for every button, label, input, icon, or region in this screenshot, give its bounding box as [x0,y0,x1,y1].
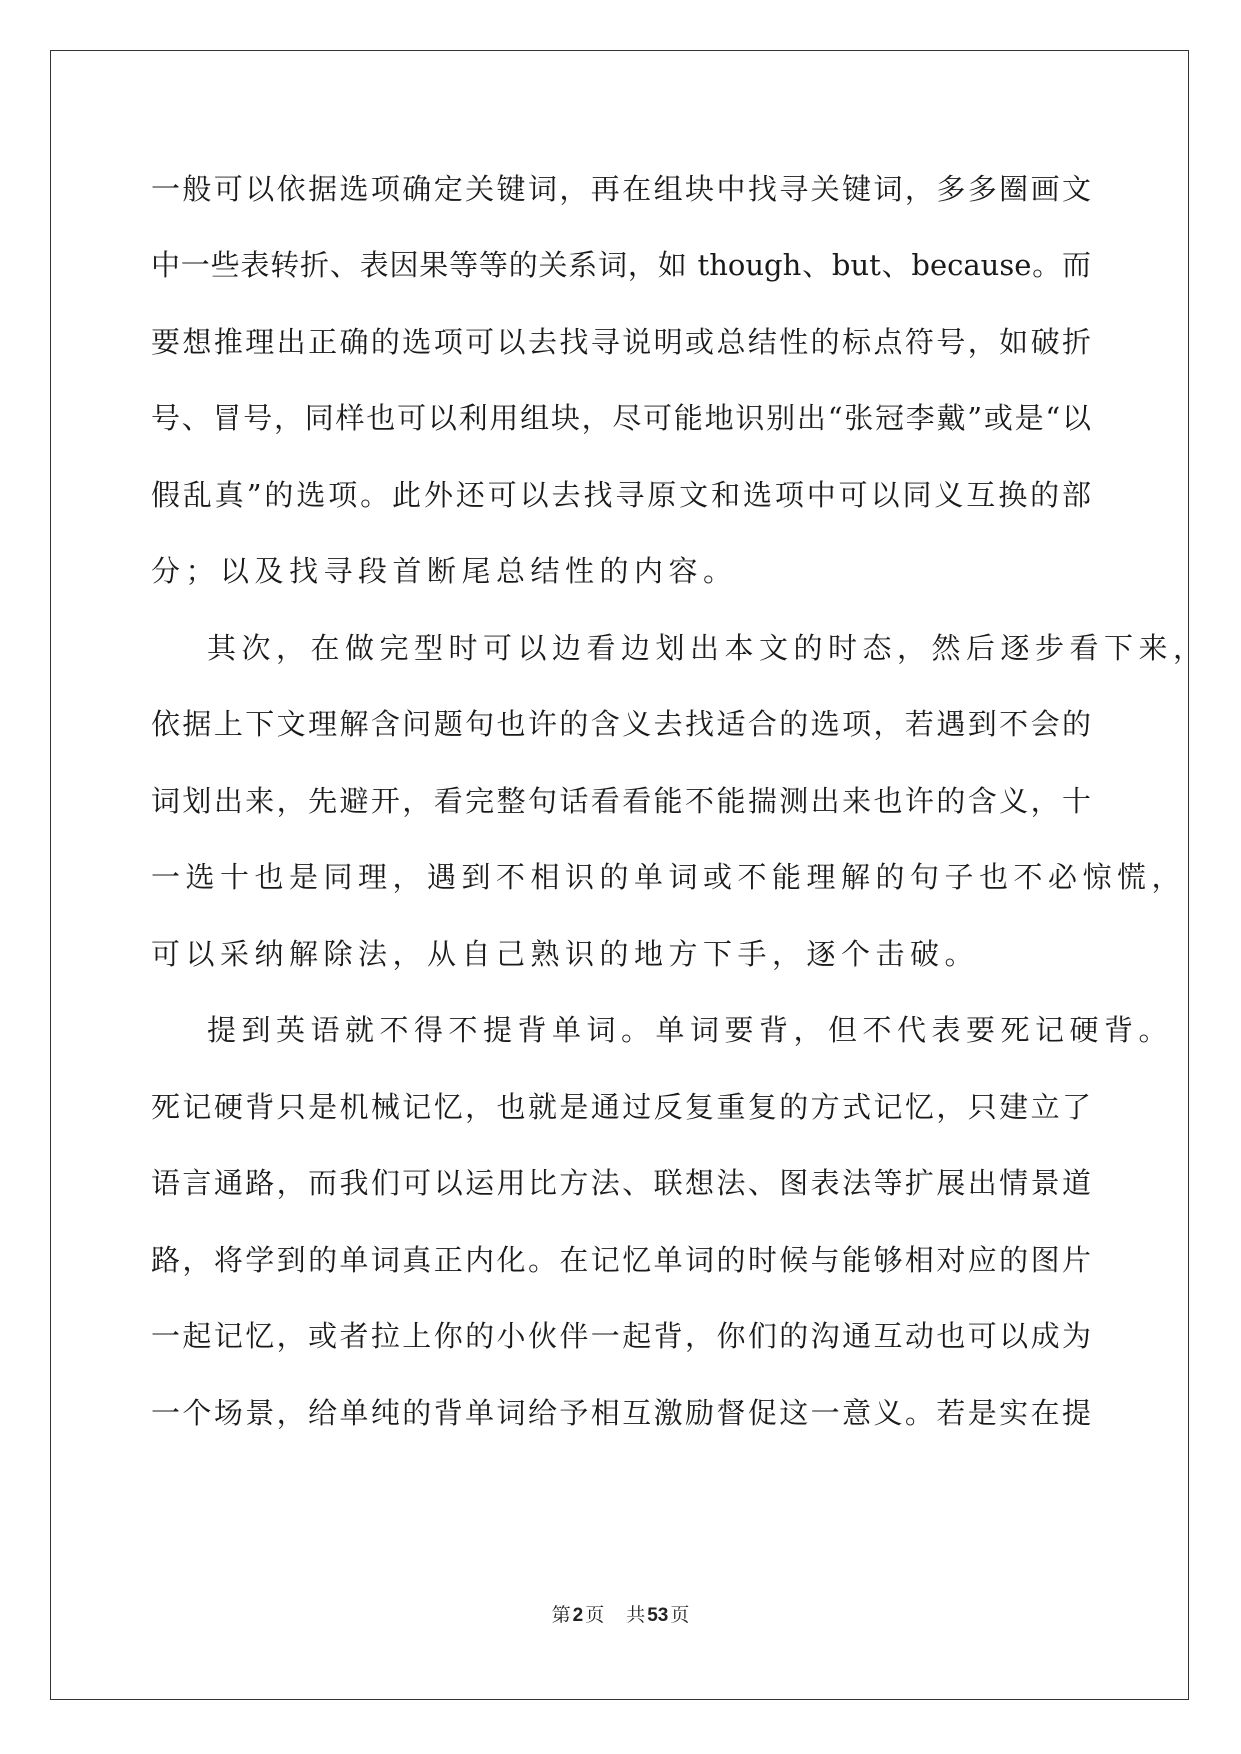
paragraph-first-line: 其次，在做完型时可以边看边划出本文的时态，然后逐步看下来， [207,631,1208,665]
text-line: 一选十也是同理，遇到不相识的单词或不能理解的句子也不必惊慌， [151,860,1187,894]
text-line: 词划出来，先避开，看完整句话看看能不能揣测出来也许的含义，十 [151,784,1091,818]
page-footer [0,1600,1241,1627]
text-line: 一起记忆，或者拉上你的小伙伴一起背，你们的沟通互动也可以成为 [151,1319,1091,1353]
text-line: 死记硬背只是机械记忆，也就是通过反复重复的方式记忆，只建立了 [151,1090,1091,1124]
paragraph-first-line: 提到英语就不得不提背单词。单词要背，但不代表要死记硬背。 [207,1013,1174,1047]
text-line: 分；以及找寻段首断尾总结性的内容。 [151,554,738,588]
text-line: 路，将学到的单词真正内化。在记忆单词的时候与能够相对应的图片 [151,1243,1091,1277]
text-line: 一般可以依据选项确定关键词，再在组块中找寻关键词，多多圈画文 [151,172,1091,206]
total-unit: 页 [670,1604,690,1626]
total-prefix: 共 [626,1604,646,1626]
page-prefix: 第 [551,1604,571,1626]
total-page-count: 53 [647,1605,669,1626]
text-line: 中一些表转折、表因果等等的关系词，如 though、but、because。而 [151,248,1091,282]
page-unit: 页 [585,1604,605,1626]
current-page-number: 2 [572,1605,584,1626]
text-line: 可以采纳解除法，从自己熟识的地方下手，逐个击破。 [151,937,980,971]
text-line: 一个场景，给单纯的背单词给予相互激励督促这一意义。若是实在提 [151,1396,1091,1430]
text-line: 语言通路，而我们可以运用比方法、联想法、图表法等扩展出情景道 [151,1166,1091,1200]
text-line: 依据上下文理解含问题句也许的含义去找适合的选项，若遇到不会的 [151,707,1091,741]
text-line: 假乱真”的选项。此外还可以去找寻原文和选项中可以同义互换的部 [151,478,1091,512]
text-line: 号、冒号，同样也可以利用组块，尽可能地识别出“张冠李戴”或是“以 [151,401,1091,435]
text-line: 要想推理出正确的选项可以去找寻说明或总结性的标点符号，如破折 [151,325,1091,359]
